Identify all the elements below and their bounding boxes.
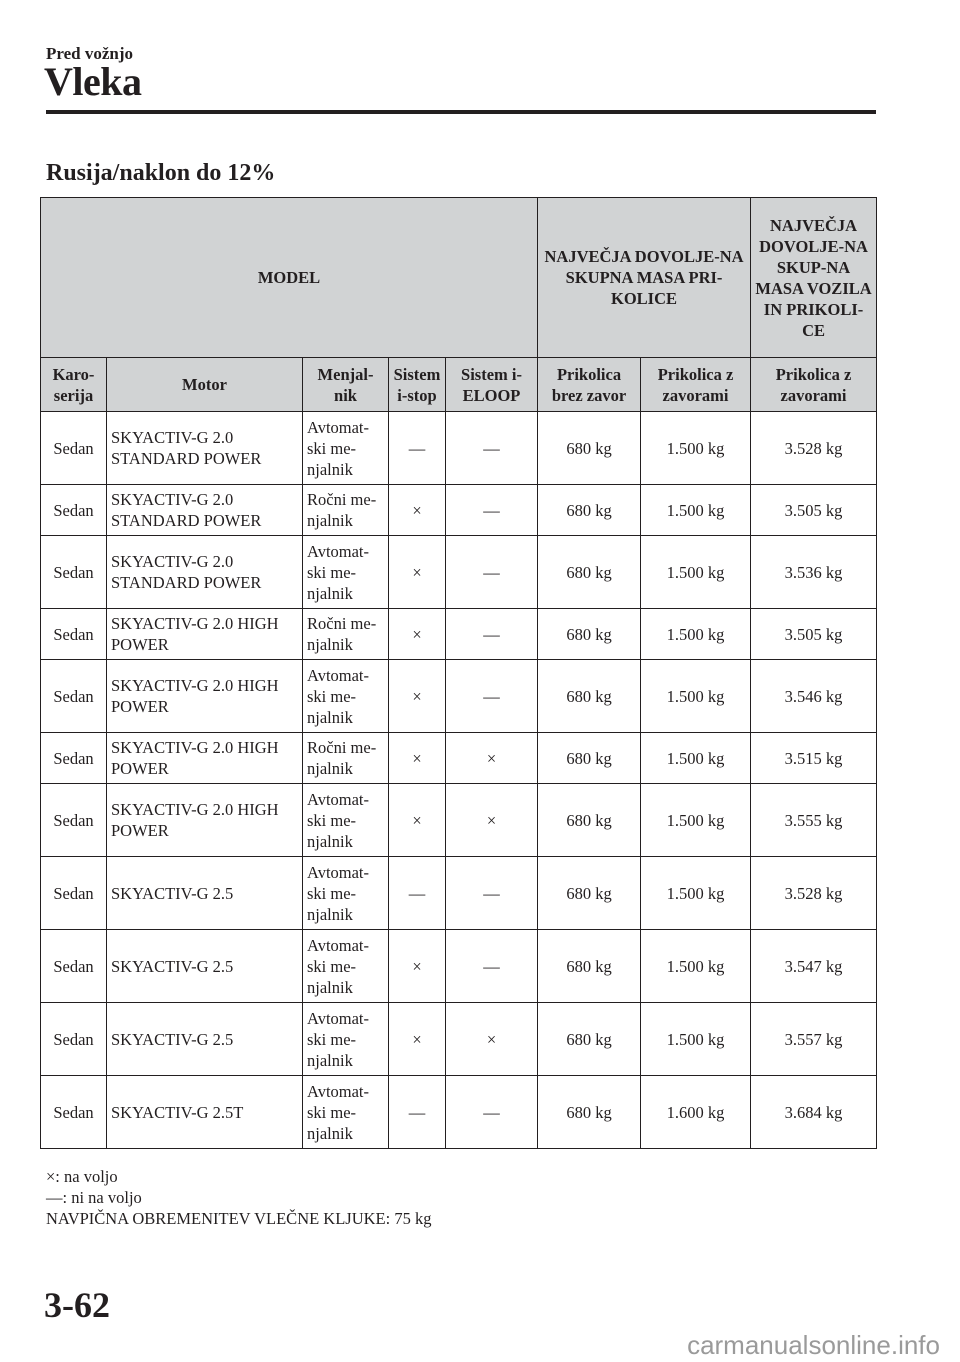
table-cell: 680 kg	[538, 609, 641, 660]
table-cell: 1.500 kg	[641, 412, 751, 485]
column-header: Prikolica brez zavor	[538, 358, 641, 412]
table-cell: —	[446, 660, 538, 733]
table-cell: —	[446, 412, 538, 485]
table-cell: 1.600 kg	[641, 1076, 751, 1149]
table-cell: Avtomat-ski me-njalnik	[303, 412, 389, 485]
table-cell: SKYACTIV-G 2.5	[107, 857, 303, 930]
table-cell: Sedan	[41, 412, 107, 485]
header-divider	[46, 110, 876, 114]
towing-capacity-table	[40, 197, 877, 1149]
page-number: 3-62	[44, 1285, 110, 1325]
table-cell: Sedan	[41, 733, 107, 784]
section-label: Pred vožnjo	[46, 44, 134, 63]
table-cell: ×	[389, 784, 446, 857]
table-cell: 3.528 kg	[751, 857, 877, 930]
table-cell: 680 kg	[538, 784, 641, 857]
table-cell: 680 kg	[538, 1003, 641, 1076]
table-row	[41, 412, 877, 485]
table-cell: ×	[389, 485, 446, 536]
table-cell: ×	[446, 733, 538, 784]
table-cell: Sedan	[41, 1003, 107, 1076]
table-cell: 680 kg	[538, 536, 641, 609]
table-cell: Sedan	[41, 609, 107, 660]
table-cell: ×	[389, 733, 446, 784]
table-cell: 680 kg	[538, 1076, 641, 1149]
table-cell: ×	[446, 1003, 538, 1076]
table-cell: 680 kg	[538, 485, 641, 536]
table-cell: —	[446, 1076, 538, 1149]
table-cell: 1.500 kg	[641, 733, 751, 784]
table-cell: SKYACTIV-G 2.0 STANDARD POWER	[107, 412, 303, 485]
note-tongue-load: NAVPIČNA OBREMENITEV VLEČNE KLJUKE: 75 kg	[46, 1209, 432, 1228]
table-notes	[46, 1166, 431, 1229]
column-header: Karo-serija	[41, 358, 107, 412]
table-cell: —	[389, 1076, 446, 1149]
table-cell: —	[446, 857, 538, 930]
table-cell: 1.500 kg	[641, 857, 751, 930]
model-group-header: MODEL	[41, 198, 538, 358]
table-cell: Avtomat-ski me-njalnik	[303, 536, 389, 609]
note-not-available: —: ni na voljo	[46, 1188, 142, 1207]
column-header: Sistem i-stop	[389, 358, 446, 412]
table-cell: —	[446, 536, 538, 609]
table-cell: SKYACTIV-G 2.0 HIGH POWER	[107, 784, 303, 857]
table-cell: SKYACTIV-G 2.5T	[107, 1076, 303, 1149]
table-cell: Sedan	[41, 1076, 107, 1149]
table-row	[41, 660, 877, 733]
table-cell: 1.500 kg	[641, 609, 751, 660]
column-header: Prikolica z zavorami	[641, 358, 751, 412]
table-cell: Sedan	[41, 857, 107, 930]
column-header: Sistem i-ELOOP	[446, 358, 538, 412]
table-cell: 3.505 kg	[751, 609, 877, 660]
table-cell: SKYACTIV-G 2.5	[107, 930, 303, 1003]
table-row	[41, 609, 877, 660]
table-cell: 1.500 kg	[641, 536, 751, 609]
table-cell: —	[446, 609, 538, 660]
table-cell: 3.528 kg	[751, 412, 877, 485]
table-title: Rusija/naklon do 12%	[46, 160, 276, 186]
table-row	[41, 1076, 877, 1149]
table-cell: —	[389, 857, 446, 930]
table-cell: Sedan	[41, 485, 107, 536]
table-cell: SKYACTIV-G 2.0 STANDARD POWER	[107, 485, 303, 536]
table-cell: —	[446, 930, 538, 1003]
table-cell: 3.547 kg	[751, 930, 877, 1003]
table-cell: Sedan	[41, 784, 107, 857]
table-cell: ×	[389, 1003, 446, 1076]
table-cell: 3.505 kg	[751, 485, 877, 536]
column-header: Menjal-nik	[303, 358, 389, 412]
trailer-mass-group-header: NAJVEČJA DOVOLJE-NA SKUPNA MASA PRI-KOLICE	[538, 198, 751, 358]
table-cell: ×	[446, 784, 538, 857]
table-row	[41, 733, 877, 784]
table-cell: ×	[389, 536, 446, 609]
table-cell: Avtomat-ski me-njalnik	[303, 857, 389, 930]
table-cell: 680 kg	[538, 930, 641, 1003]
watermark: carmanualsonline.info	[687, 1330, 940, 1360]
table-cell: SKYACTIV-G 2.0 HIGH POWER	[107, 660, 303, 733]
table-cell: ×	[389, 609, 446, 660]
table-cell: Avtomat-ski me-njalnik	[303, 1076, 389, 1149]
table-cell: ×	[389, 660, 446, 733]
table-row	[41, 536, 877, 609]
table-cell: Ročni me-njalnik	[303, 485, 389, 536]
table-cell: Avtomat-ski me-njalnik	[303, 1003, 389, 1076]
table-cell: 680 kg	[538, 733, 641, 784]
table-cell: SKYACTIV-G 2.0 HIGH POWER	[107, 733, 303, 784]
total-mass-group-header: NAJVEČJA DOVOLJE-NA SKUP-NA MASA VOZILA IN PRIKOLI-CE	[751, 198, 877, 358]
table-cell: 1.500 kg	[641, 1003, 751, 1076]
table-cell: Avtomat-ski me-njalnik	[303, 930, 389, 1003]
table-cell: 1.500 kg	[641, 930, 751, 1003]
table-row	[41, 857, 877, 930]
table-cell: Avtomat-ski me-njalnik	[303, 660, 389, 733]
table-row	[41, 1003, 877, 1076]
table-row	[41, 784, 877, 857]
table-cell: SKYACTIV-G 2.5	[107, 1003, 303, 1076]
table-cell: 680 kg	[538, 857, 641, 930]
table-row	[41, 485, 877, 536]
note-available: ×: na voljo	[46, 1167, 118, 1186]
table-cell: 1.500 kg	[641, 485, 751, 536]
table-cell: 3.684 kg	[751, 1076, 877, 1149]
table-cell: 680 kg	[538, 660, 641, 733]
table-cell: 1.500 kg	[641, 784, 751, 857]
table-cell: Sedan	[41, 930, 107, 1003]
table-cell: 3.555 kg	[751, 784, 877, 857]
table-cell: 3.536 kg	[751, 536, 877, 609]
table-cell: 3.546 kg	[751, 660, 877, 733]
table-cell: Ročni me-njalnik	[303, 609, 389, 660]
table-cell: 680 kg	[538, 412, 641, 485]
table-cell: —	[446, 485, 538, 536]
table-cell: Ročni me-njalnik	[303, 733, 389, 784]
table-cell: Sedan	[41, 660, 107, 733]
table-cell: 3.515 kg	[751, 733, 877, 784]
table-cell: Avtomat-ski me-njalnik	[303, 784, 389, 857]
table-cell: —	[389, 412, 446, 485]
table-cell: SKYACTIV-G 2.0 STANDARD POWER	[107, 536, 303, 609]
column-header: Prikolica z zavorami	[751, 358, 877, 412]
table-row	[41, 930, 877, 1003]
table-cell: ×	[389, 930, 446, 1003]
table-cell: 3.557 kg	[751, 1003, 877, 1076]
table-cell: SKYACTIV-G 2.0 HIGH POWER	[107, 609, 303, 660]
table-cell: Sedan	[41, 536, 107, 609]
chapter-title: Vleka	[44, 59, 142, 104]
column-header: Motor	[107, 358, 303, 412]
table-cell: 1.500 kg	[641, 660, 751, 733]
